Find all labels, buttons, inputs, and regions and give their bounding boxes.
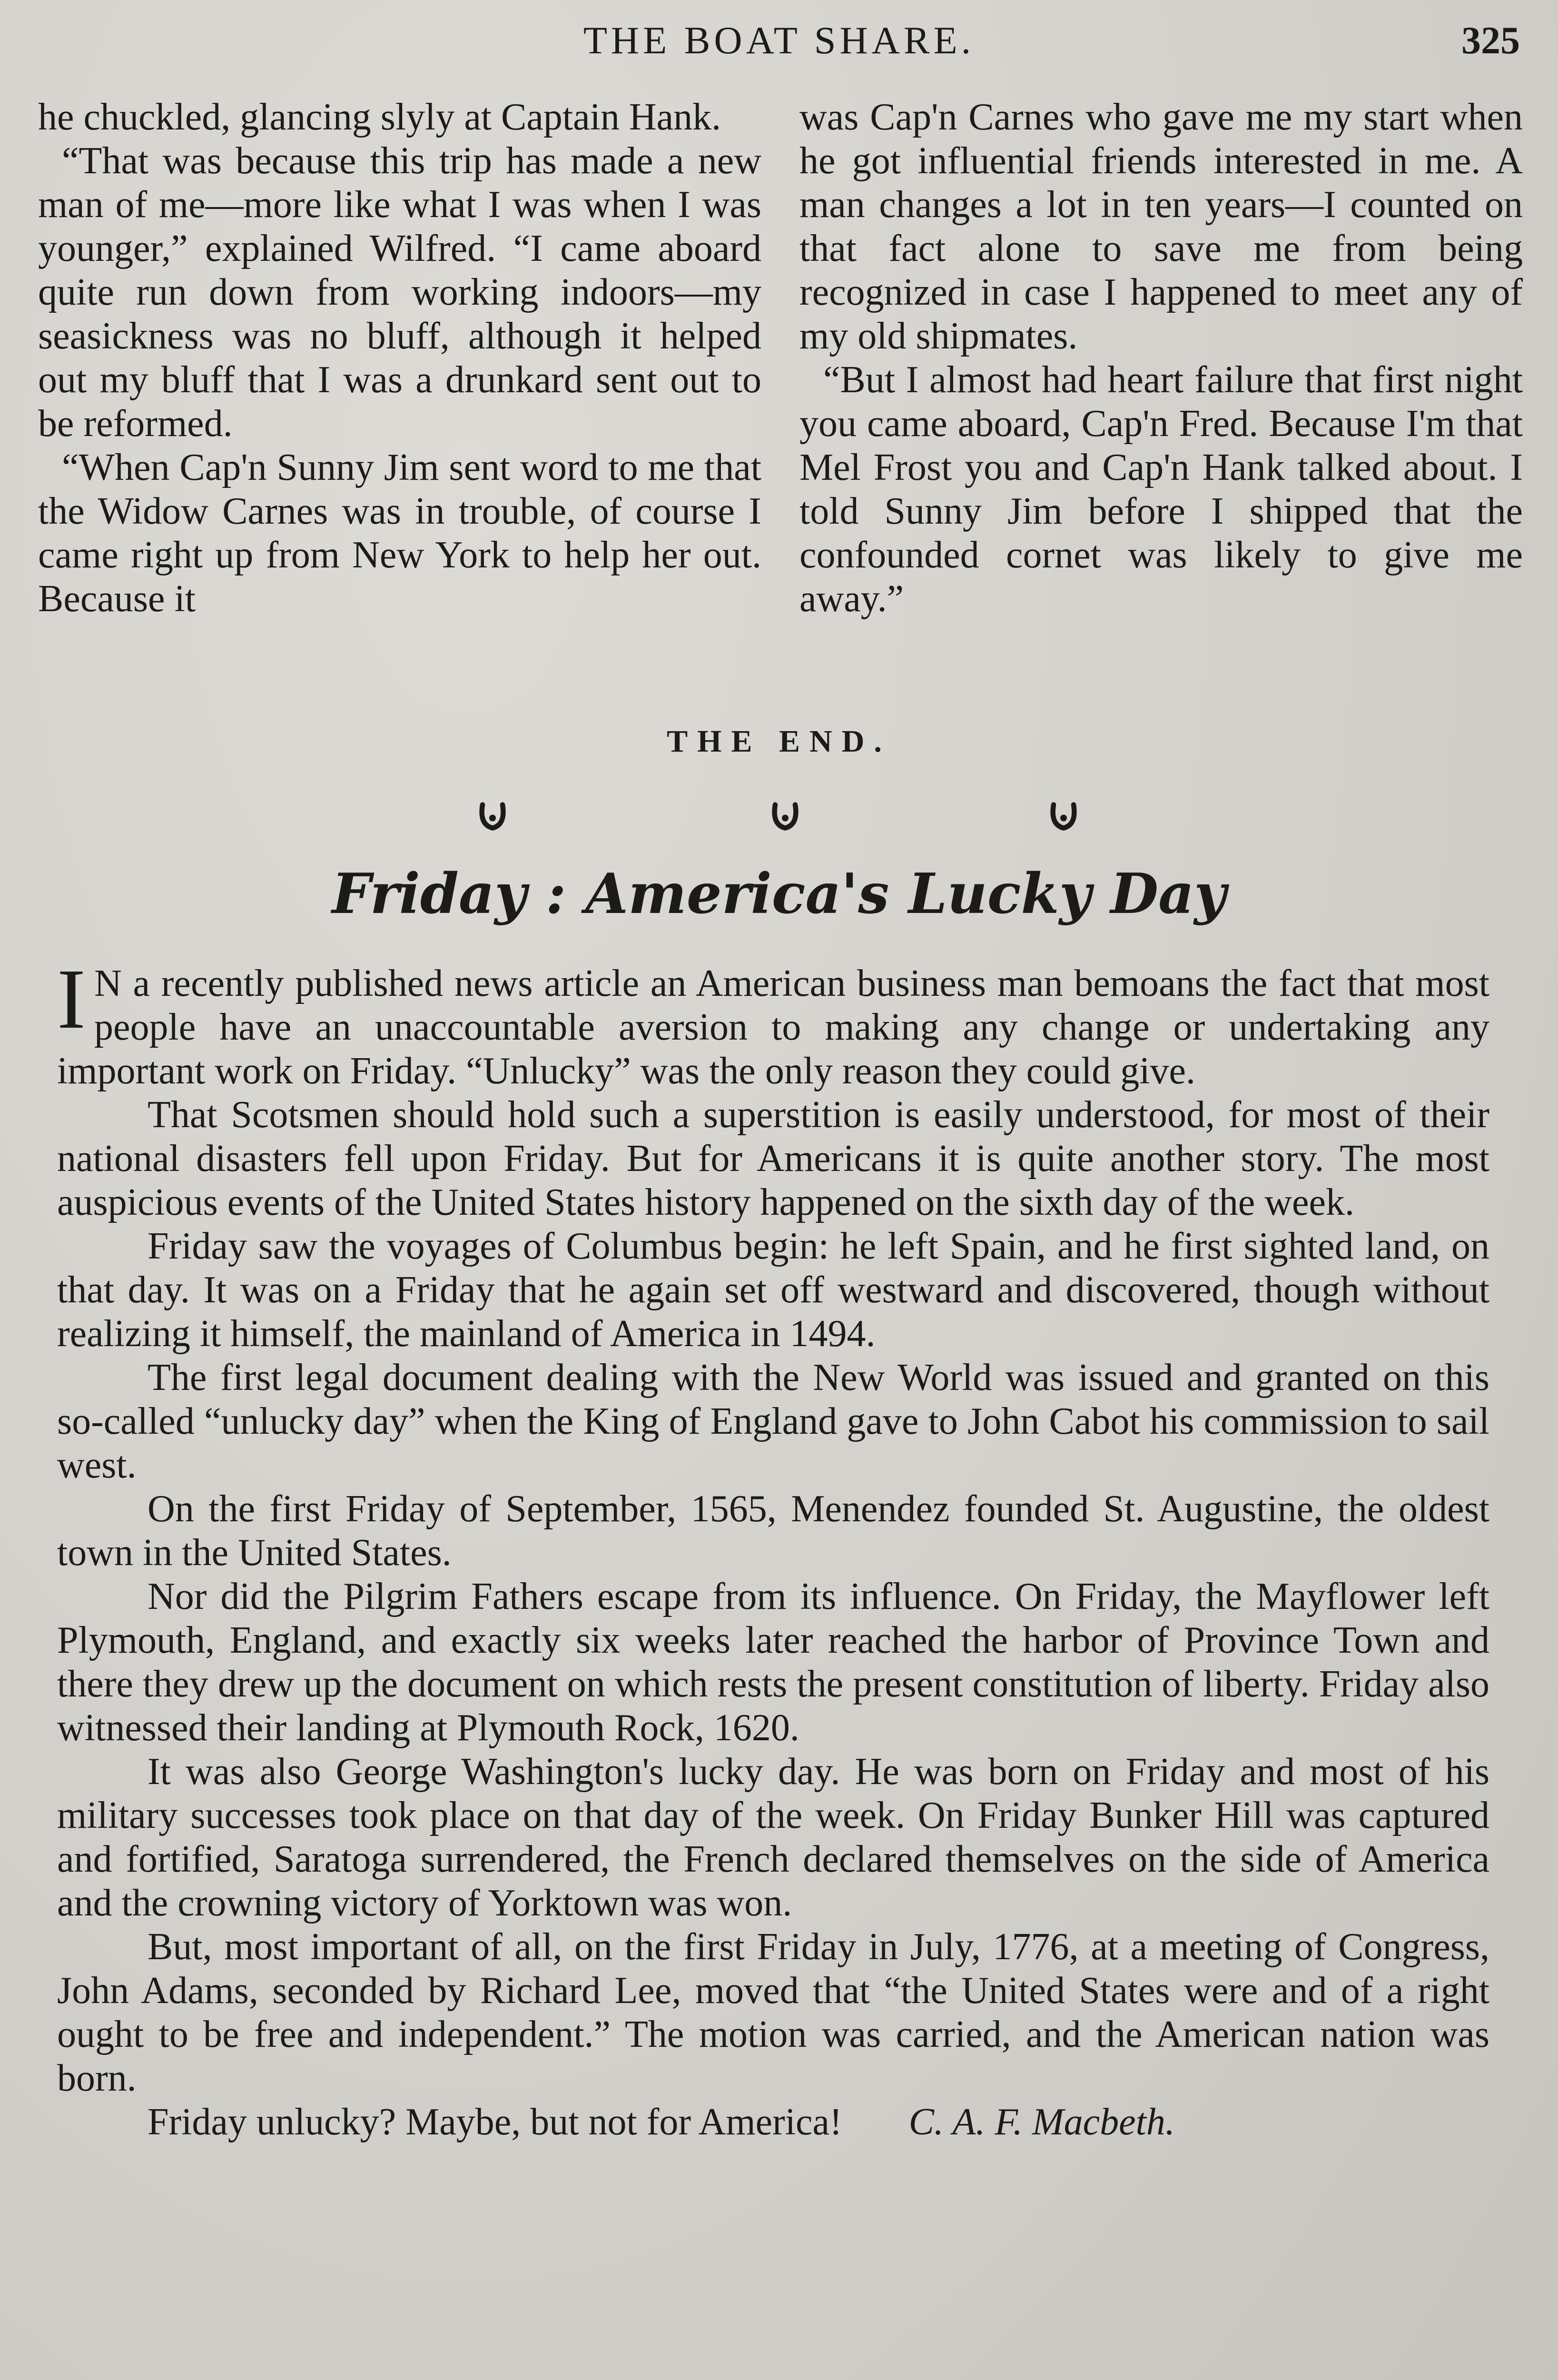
ornament-divider [476, 800, 1095, 838]
right-column [799, 95, 1523, 621]
article-paragraph: The first legal document dealing with the New World was issued and granted on this so-called “unlucky day” when the King of England gave to John Cabot his commission to sail west. [57, 1357, 1489, 1486]
page-header [0, 14, 1558, 71]
story-ending-columns [38, 95, 1523, 724]
article-body [57, 952, 1489, 2144]
horseshoe-icon [1047, 800, 1080, 833]
page-number: 325 [1461, 19, 1520, 62]
article-paragraph [57, 952, 1489, 1093]
story-paragraph: “But I almost had heart failure that first night you came aboard, Cap'n Fred. Because I'm that Mel Frost you and Cap'n Hank talked about. I told Sunny Jim before I shipped that the confounded cornet was likely to give me away.” [799, 359, 1523, 620]
story-paragraph: was Cap'n Carnes who gave me my start when he got influential friends interested in me. A man changes a lot in ten years—I counted on that fact alone to save me from being recognized in case I happened to meet any of my old shipmates. [799, 96, 1523, 357]
article-paragraph: But, most important of all, on the first Friday in July, 1776, at a meeting of Congress, John Adams, seconded by Richard Lee, moved that “the United States were and of a right ought to be free and independent.” The motion was carried, and the American nation was born. [57, 1926, 1489, 2099]
the-end-marker: THE END. [667, 724, 891, 759]
closing-line: Friday unlucky? Maybe, but not for America! [148, 2101, 842, 2143]
article-paragraph: Friday saw the voyages of Columbus begin: he left Spain, and he first sighted land, on that day. It was on a Friday that he again set off westward and discovered, though without realizing it himself, the mainland of America in 1494. [57, 1225, 1489, 1355]
drop-cap: I [57, 952, 86, 1046]
left-column [38, 95, 761, 621]
article-paragraph: It was also George Washington's lucky day. He was born on Friday and most of his military successes took place on that day of the week. On Friday Bunker Hill was captured and fortified, Saratoga surrendered, the French declared themselves on the side of America and the crowning victory of Yorktown was won. [57, 1751, 1489, 1924]
horseshoe-icon [769, 800, 802, 833]
article-paragraph: That Scotsmen should hold such a superstition is easily understood, for most of their national disasters fell upon Friday. But for Americans it is quite another story. The most auspicious events of the United States history happened on the sixth day of the week. [57, 1094, 1489, 1223]
horseshoe-icon [476, 800, 509, 833]
article-paragraph: On the first Friday of September, 1565, Menendez founded St. Augustine, the oldest town in the United States. [57, 1488, 1489, 1574]
article-paragraph: Nor did the Pilgrim Fathers escape from its influence. On Friday, the Mayflower left Plymouth, England, and exactly six weeks later reached the harbor of Province Town and there they drew up the document on which rests the present constitution of liberty. Friday also witnessed their landing at Plymouth Rock, 1620. [57, 1576, 1489, 1749]
story-paragraph: “That was because this trip has made a new man of me—more like what I was when I was younger,” explained Wilfred. “I came aboard quite run down from working indoors—my seasickness was no bluff, although it helped out my bluff that I was a drunkard sent out to be reformed. [38, 140, 761, 445]
story-paragraph: he chuckled, glancing slyly at Captain Hank. [38, 96, 721, 138]
author-byline: C. A. F. Macbeth. [908, 2101, 1175, 2143]
story-paragraph: “When Cap'n Sunny Jim sent word to me that the Widow Carnes was in trouble, of course I came right up from New York to help her out. Because it [38, 446, 761, 620]
first-paragraph-text: N a recently published news article an American business man bemoans the fact that most people have an unaccountable aversion to making any change or undertaking any important work on Friday. “Unlucky” was the only reason they could give. [57, 962, 1489, 1092]
running-title: THE BOAT SHARE. [583, 19, 975, 62]
closing-line-row [57, 2100, 1489, 2144]
article-title: Friday : America's Lucky Day [332, 862, 1226, 926]
